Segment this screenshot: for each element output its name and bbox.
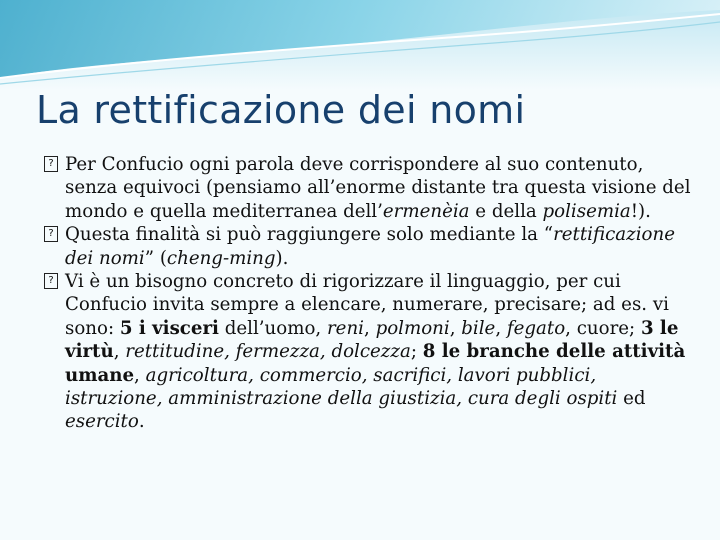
bullet-glyph-icon: ?	[44, 273, 58, 289]
text-run: 3 le virtù	[65, 317, 679, 363]
bullet-glyph-icon: ?	[44, 156, 58, 172]
text-run: bile	[461, 317, 496, 339]
text-run: ermenèia	[382, 200, 470, 222]
text-run: !).	[630, 200, 651, 222]
bullet-paragraph	[44, 270, 694, 434]
text-run: ,	[495, 317, 507, 339]
text-run: Vi è un bisogno concreto di rigorizzare il linguaggio, per cui Confucio invita sempre a elencare, numerare, precisare; ad es. vi sono:	[65, 271, 669, 339]
bullet-paragraph	[44, 223, 694, 270]
text-run: ,	[113, 341, 126, 363]
text-run: ,	[363, 317, 376, 339]
text-run: ed	[617, 388, 646, 410]
text-run: rettificazione dei nomi	[65, 224, 675, 269]
text-run: polmoni	[375, 317, 450, 339]
text-run: ,	[134, 364, 146, 386]
text-run: ,	[449, 317, 462, 339]
text-run: , cuore;	[565, 317, 641, 339]
text-run: reni	[326, 317, 364, 339]
header-wave-decoration	[0, 0, 720, 90]
text-run: Per Confucio ogni parola deve corrispondere al suo contenuto, senza equivoci (pensiamo all’enorme distante tra questa visione del mondo e quella mediterranea dell’	[65, 154, 691, 222]
bullet-paragraph	[44, 153, 694, 223]
text-run: ” (	[144, 247, 167, 269]
text-run: ).	[275, 247, 289, 269]
text-run: polisemia	[542, 200, 631, 222]
text-run: rettitudine, fermezza, dolcezza	[125, 341, 411, 363]
bullet-glyph-icon: ?	[44, 226, 58, 242]
text-run: 5 i visceri	[119, 317, 219, 339]
text-run: cheng-ming	[166, 247, 276, 269]
text-run: .	[138, 411, 145, 433]
text-run: agricoltura, commercio, sacrifici, lavori pubblici, istruzione, amministrazione della giustizia, cura degli ospiti	[65, 364, 618, 410]
text-run: 8 le branche delle attività umane	[65, 341, 686, 386]
text-run: Questa finalità si può raggiungere solo mediante la “	[65, 224, 554, 246]
text-run: e della	[469, 200, 543, 222]
text-run: ;	[410, 341, 423, 363]
slide-title: La rettificazione dei nomi	[36, 88, 526, 132]
slide-body	[44, 153, 694, 434]
text-run: fegato	[506, 317, 566, 339]
text-run: dell’uomo,	[218, 317, 327, 339]
text-run: esercito	[65, 411, 139, 433]
